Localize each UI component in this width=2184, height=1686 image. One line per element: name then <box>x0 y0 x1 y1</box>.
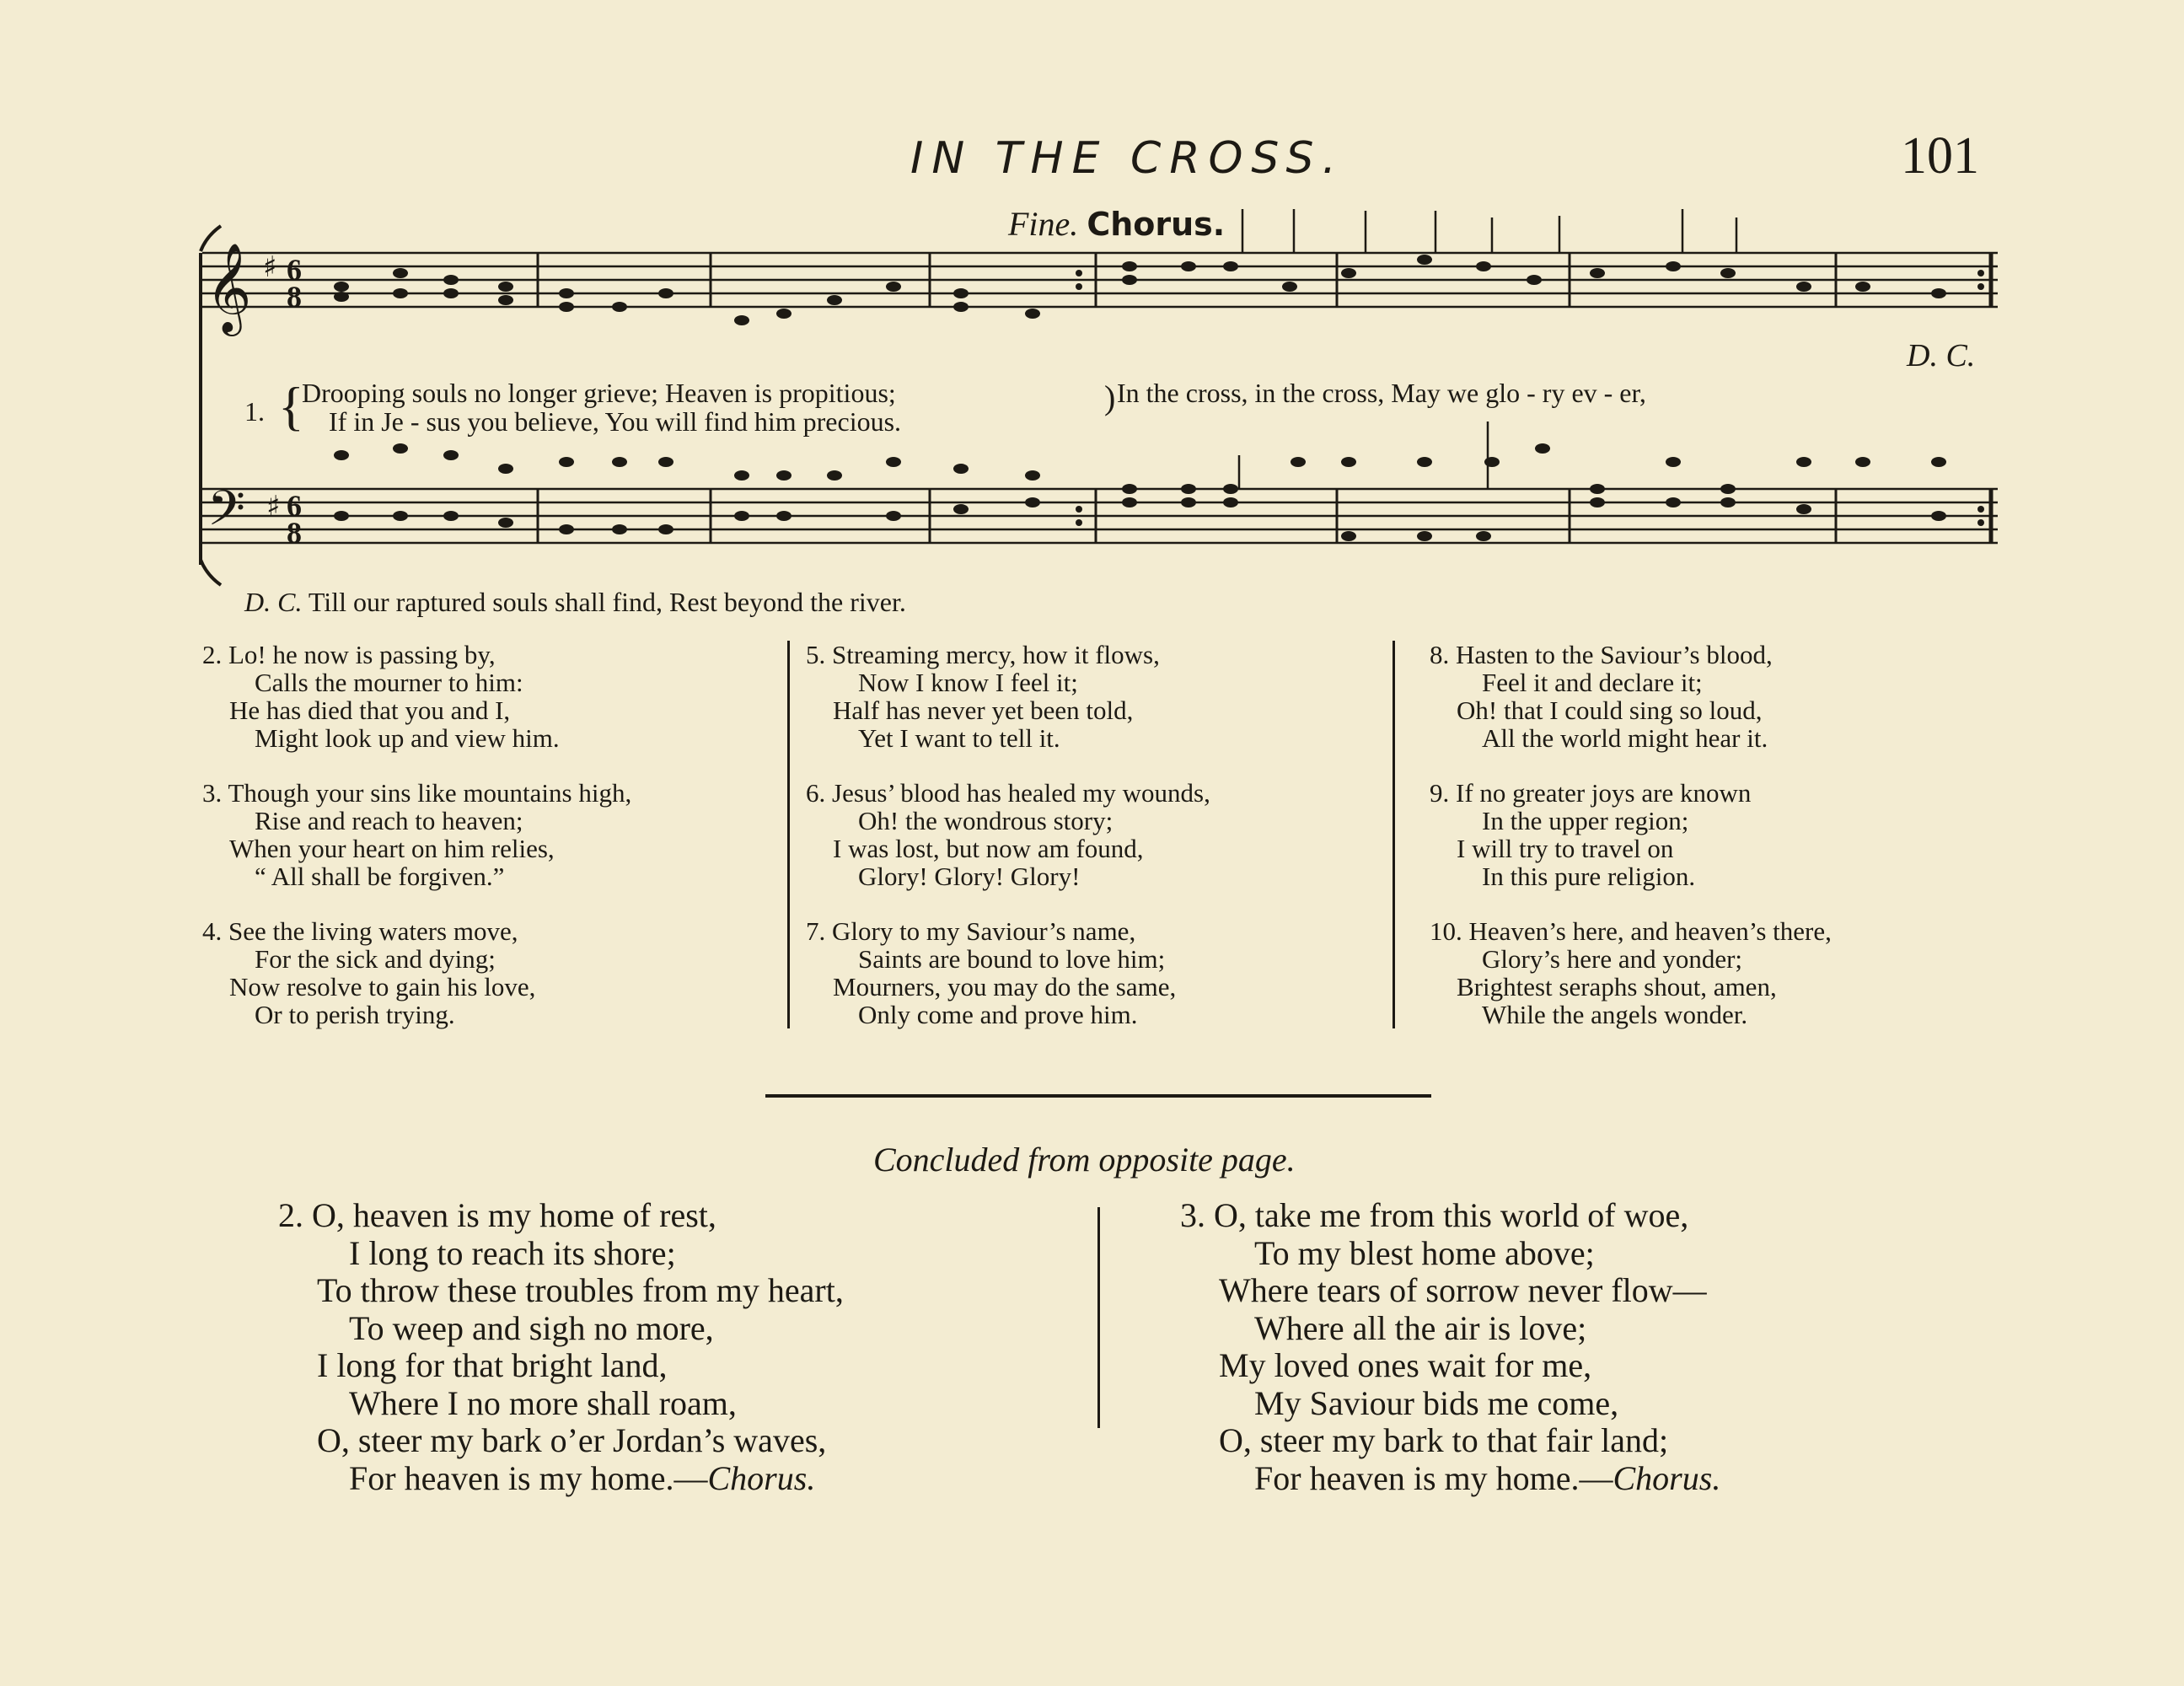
verse-line: 2. O, heaven is my home of rest, <box>278 1196 716 1234</box>
fine-label: Fine. <box>1008 205 1079 243</box>
page-title: IN THE CROSS. <box>910 133 1345 184</box>
verse-line: To weep and sigh no more, <box>349 1308 714 1347</box>
stanza-line: Only come and prove him. <box>858 1000 1138 1029</box>
stanza-line: Or to perish trying. <box>255 1000 455 1029</box>
stanza-line: Calls the mourner to him: <box>255 668 523 697</box>
verse-line: O, steer my bark o’er Jordan’s waves, <box>317 1421 827 1459</box>
verse-line: To throw these troubles from my heart, <box>317 1271 844 1309</box>
stanza-line: 2. Lo! he now is passing by, <box>202 640 496 669</box>
stanza-2 <box>202 641 631 752</box>
verse-line: For heaven is my home.—Chorus. <box>1254 1458 1721 1497</box>
fine-chorus-label <box>1008 204 1225 244</box>
stanza-line: Now I know I feel it; <box>858 668 1078 697</box>
verse-line: I long to reach its shore; <box>349 1233 676 1272</box>
verse-line: Where tears of sorrow never flow— <box>1219 1271 1707 1309</box>
verse-line: To my blest home above; <box>1254 1233 1595 1272</box>
bass-sharp: ♯ <box>266 490 281 524</box>
stanza-line: I will try to travel on <box>1457 834 1674 863</box>
treble-clef: 𝄞 <box>206 242 252 332</box>
stanza-line: Half has never yet been told, <box>833 695 1134 725</box>
stanza-line: Now resolve to gain his love, <box>229 972 536 1001</box>
stanza-line: Glory! Glory! Glory! <box>858 862 1081 891</box>
stanza-line: When your heart on him relies, <box>229 834 555 863</box>
chorus-label: Chorus. <box>1087 206 1226 243</box>
treble-notes <box>334 255 1946 325</box>
stanza-line: While the angels wonder. <box>1482 1000 1748 1029</box>
stanza-line: Feel it and declare it; <box>1482 668 1703 697</box>
stanza-line: Mourners, you may do the same, <box>833 972 1177 1001</box>
verse-line: Where all the air is love; <box>1254 1308 1587 1347</box>
bass-clef: 𝄢 <box>207 480 246 549</box>
stanza-line: 7. Glory to my Saviour’s name, <box>806 916 1136 946</box>
dc-marker: D. C. <box>1907 338 1976 373</box>
lyric-brace-close: ) <box>1104 379 1116 416</box>
stanza-5 <box>806 641 1210 752</box>
lyric-line-1b: In the cross, in the cross, May we glo - ry ev - er, <box>1117 378 1646 408</box>
verse-line: I long for that bright land, <box>317 1346 668 1384</box>
stanza-line: Oh! the wondrous story; <box>858 806 1113 835</box>
stanza-3 <box>202 779 631 890</box>
stanza-4 <box>202 917 631 1028</box>
bass-time-6: 6 <box>287 489 302 523</box>
verse-line: My Saviour bids me come, <box>1254 1383 1619 1422</box>
stanza-8 <box>1430 641 1832 752</box>
stanza-line: He has died that you and I, <box>229 695 511 725</box>
verse-line: My loved ones wait for me, <box>1219 1346 1592 1384</box>
stanza-line: Glory’s here and yonder; <box>1482 944 1743 974</box>
stanza-line: Rise and reach to heaven; <box>255 806 523 835</box>
bass-staff <box>202 489 1998 543</box>
verse-line: For heaven is my home.—Chorus. <box>349 1458 816 1497</box>
stanza-line: Might look up and view him. <box>255 723 560 753</box>
concluded-heading: Concluded from opposite page. <box>873 1141 1296 1179</box>
stanza-10 <box>1430 917 1832 1028</box>
verse-column-1 <box>202 641 631 1055</box>
verse-column-2 <box>806 641 1210 1055</box>
concluded-right-column <box>1180 1197 1720 1497</box>
stanza-line: Brightest seraphs shout, amen, <box>1457 972 1777 1001</box>
treble-time-8: 8 <box>287 280 302 314</box>
bass-notes <box>334 443 1946 541</box>
stanza-line: Oh! that I could sing so loud, <box>1457 695 1763 725</box>
lyric-line-1a: Drooping souls no longer grieve; Heaven is propitious; <box>302 378 896 408</box>
stanza-line: Saints are bound to love him; <box>858 944 1166 974</box>
verse-line: 3. O, take me from this world of woe, <box>1180 1196 1689 1234</box>
dc-text: Till our raptured souls shall find, Rest beyond the river. <box>308 587 906 617</box>
verse-divider-2 <box>1393 641 1395 1028</box>
stanza-line: 5. Streaming mercy, how it flows, <box>806 640 1160 669</box>
stanza-line: 9. If no greater joys are known <box>1430 778 1752 808</box>
lyric-verse-number: 1. <box>244 396 265 427</box>
stanza-line: 8. Hasten to the Saviour’s blood, <box>1430 640 1773 669</box>
treble-sharp: ♯ <box>263 250 277 284</box>
section-divider <box>765 1094 1431 1098</box>
verse-divider-1 <box>787 641 790 1028</box>
stanza-line: In the upper region; <box>1482 806 1689 835</box>
concluded-divider <box>1097 1207 1100 1428</box>
stanza-line: All the world might hear it. <box>1482 723 1768 753</box>
stanza-line: 3. Though your sins like mountains high, <box>202 778 632 808</box>
treble-staff <box>202 253 1998 307</box>
verse-line: O, steer my bark to that fair land; <box>1219 1421 1669 1459</box>
stanza-line: For the sick and dying; <box>255 944 496 974</box>
dc-prefix: D. C. <box>244 587 303 617</box>
verse-column-3 <box>1430 641 1832 1055</box>
stanza-line: “ All shall be forgiven.” <box>255 862 505 891</box>
bass-time-8: 8 <box>287 516 302 550</box>
stanza-line: 6. Jesus’ blood has healed my wounds, <box>806 778 1210 808</box>
dc-line <box>244 587 906 618</box>
stanza-9 <box>1430 779 1832 890</box>
verse-line: Where I no more shall roam, <box>349 1383 737 1422</box>
music-score <box>0 0 2184 641</box>
lyric-line-2a: If in Je - sus you believe, You will find him precious. <box>329 406 902 437</box>
concluded-left-column <box>278 1197 844 1497</box>
stanza-line: In this pure religion. <box>1482 862 1696 891</box>
lyric-brace: { <box>278 376 304 436</box>
stanza-7 <box>806 917 1210 1028</box>
stanza-line: 10. Heaven’s here, and heaven’s there, <box>1430 916 1832 946</box>
page-number: 101 <box>1901 127 1979 185</box>
treble-time-6: 6 <box>287 253 302 287</box>
stems <box>1239 209 1736 489</box>
stanza-line: Yet I want to tell it. <box>858 723 1060 753</box>
stanza-line: 4. See the living waters move, <box>202 916 518 946</box>
stanza-line: I was lost, but now am found, <box>833 834 1144 863</box>
stanza-6 <box>806 779 1210 890</box>
